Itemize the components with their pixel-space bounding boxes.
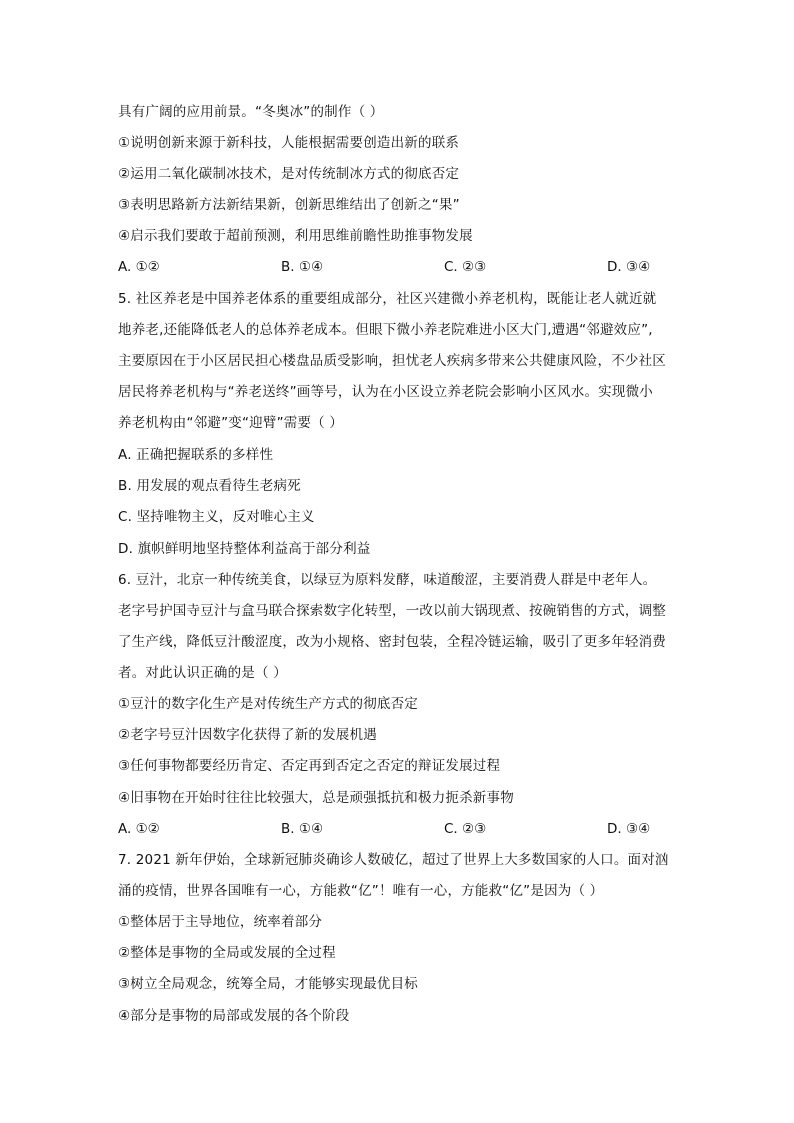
q5-choice-d: D. 旗帜鲜明地坚持整体利益高于部分利益 — [118, 541, 371, 557]
q5-choice-c: C. 坚持唯物主义，反对唯心主义 — [118, 509, 315, 525]
q4-stem-line: 具有广阔的应用前景。“冬奥冰”的制作（ ） — [118, 104, 384, 120]
q4-options — [118, 258, 678, 276]
q5-choice-b: B. 用发展的观点看待生老病死 — [118, 478, 301, 494]
q6-statement-1: ①豆汁的数字化生产是对传统生产方式的彻底否定 — [118, 696, 419, 712]
q6-stem-line-3: 了生产线，降低豆汁酸涩度，改为小规格、密封包装，全程冷链运输，吸引了更多年轻消费 — [118, 634, 666, 650]
q7-statement-3: ③树立全局观念，统筹全局，才能够实现最优目标 — [118, 976, 419, 992]
q4-option-b: B. ①④ — [281, 259, 324, 275]
q5-stem-line-2: 地养老,还能降低老人的总体养老成本。但眼下微小养老院难进小区大门,遭遇“邻避效应”, — [118, 322, 653, 338]
q5-stem-line-3: 主要原因在于小区居民担心楼盘品质受影响，担忧老人疾病多带来公共健康风险，不少社区 — [118, 353, 666, 369]
q6-statement-2: ②老字号豆汁因数字化获得了新的发展机遇 — [118, 727, 377, 743]
q4-statement-3: ③表明思路新方法新结果新，创新思维结出了创新之“果” — [118, 197, 460, 213]
q4-statement-4: ④启示我们要敢于超前预测，利用思维前瞻性助推事物发展 — [118, 228, 473, 244]
q6-stem-line-1: 6. 豆汁，北京一种传统美食，以绿豆为原料发酵，味道酸涩，主要消费人群是中老年人。 — [118, 572, 657, 588]
q4-option-d: D. ③④ — [607, 259, 651, 275]
q7-statement-2: ②整体是事物的全局或发展的全过程 — [118, 945, 336, 961]
q6-option-b: B. ①④ — [281, 821, 324, 837]
q7-stem-line-2: 涌的疫情，世界各国唯有一心，方能救“亿”！唯有一心，方能救“亿”是因为（ ） — [118, 883, 604, 899]
q5-stem-line-4: 居民将养老机构与“养老送终”画等号，认为在小区设立养老院会影响小区风水。实现微小 — [118, 384, 653, 400]
q5-stem-line-5: 养老机构由“邻避”变“迎臂”需要（ ） — [118, 415, 344, 431]
q5-choice-a: A. 正确把握联系的多样性 — [118, 447, 274, 463]
q6-statement-3: ③任何事物都要经历肯定、否定再到否定之否定的辩证发展过程 — [118, 758, 501, 774]
q6-stem-line-2: 老字号护国寺豆汁与盒马联合探索数字化转型，一改以前大锅现煮、按碗销售的方式，调整 — [118, 603, 666, 619]
q6-option-c: C. ②③ — [444, 821, 487, 837]
q4-statement-2: ②运用二氧化碳制冰技术，是对传统制冰方式的彻底否定 — [118, 166, 460, 182]
q7-stem-line-1: 7. 2021 新年伊始，全球新冠肺炎确诊人数破亿，超过了世界上大多数国家的人口。面对汹 — [118, 852, 669, 868]
q6-option-d: D. ③④ — [607, 821, 651, 837]
q7-statement-1: ①整体居于主导地位，统率着部分 — [118, 914, 323, 930]
q7-statement-4: ④部分是事物的局部或发展的各个阶段 — [118, 1008, 350, 1024]
q4-statement-1: ①说明创新来源于新科技，人能根据需要创造出新的联系 — [118, 135, 460, 151]
q5-stem-line-1: 5. 社区养老是中国养老体系的重要组成部分，社区兴建微小养老机构，既能让老人就近就 — [118, 291, 657, 307]
q4-option-a: A. ①② — [118, 259, 160, 275]
q6-option-a: A. ①② — [118, 821, 160, 837]
q6-stem-line-4: 者。对此认识正确的是（ ） — [118, 665, 287, 681]
q6-statement-4: ④旧事物在开始时往往比较强大，总是顽强抵抗和极力扼杀新事物 — [118, 790, 514, 806]
q4-option-c: C. ②③ — [444, 259, 487, 275]
q6-options — [118, 820, 678, 838]
